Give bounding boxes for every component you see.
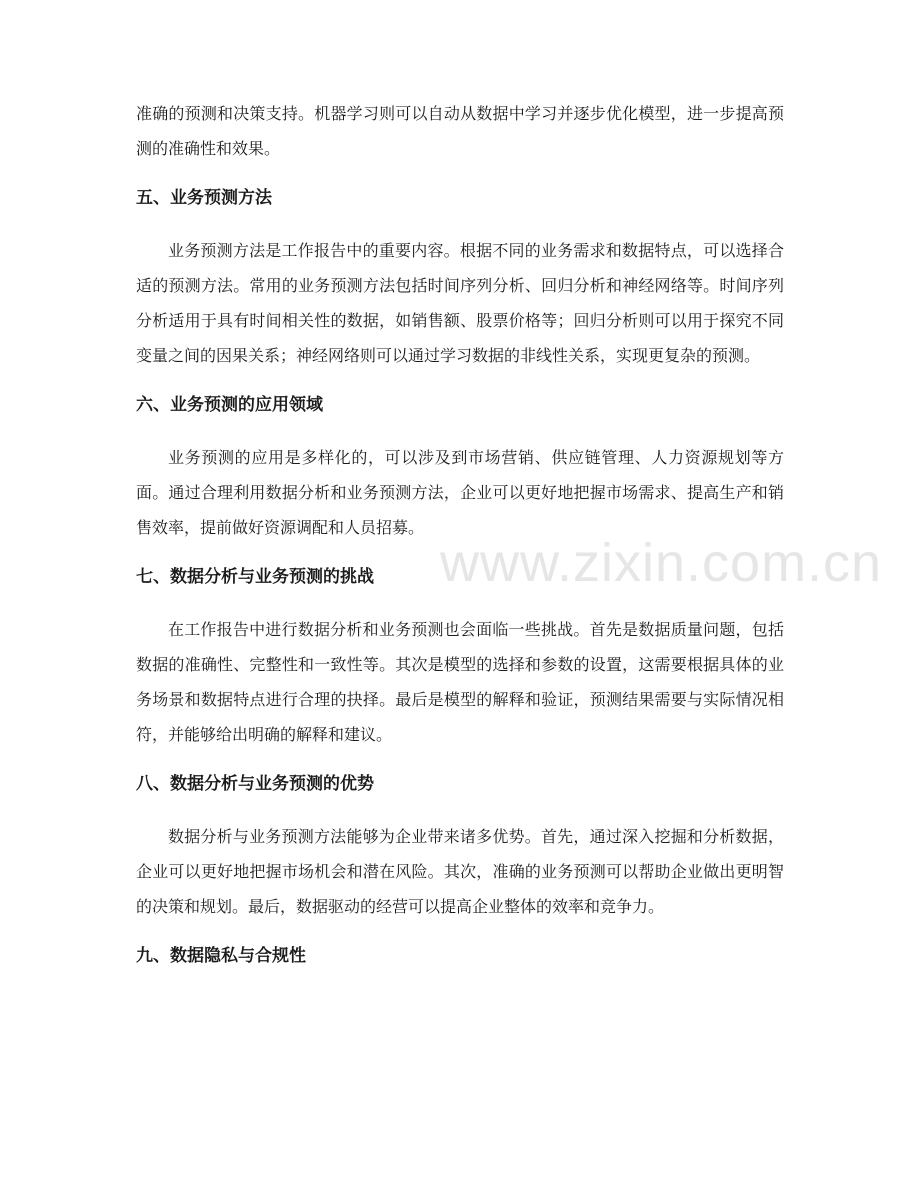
section-heading-9: 九、数据隐私与合规性 [136,946,306,966]
section-heading-8: 八、数据分析与业务预测的优势 [136,774,374,794]
section-heading-5: 五、业务预测方法 [136,188,272,208]
document-body [136,96,784,974]
paragraph-section-8: 数据分析与业务预测方法能够为企业带来诸多优势。首先，通过深入挖掘和分析数据，企业可以更好地把握市场机会和潜在风险。其次，准确的业务预测可以帮助企业做出更明智的决策和规划。最后，数据驱动的经营可以提高企业整体的效率和竞争力。 [136,827,784,916]
paragraph-intro-continuation: 准确的预测和决策支持。机器学习则可以自动从数据中学习并逐步优化模型，进一步提高预测的准确性和效果。 [136,104,784,158]
section-heading-6: 六、业务预测的应用领域 [136,395,323,415]
section-heading-7: 七、数据分析与业务预测的挑战 [136,567,374,587]
paragraph-section-7: 在工作报告中进行数据分析和业务预测也会面临一些挑战。首先是数据质量问题，包括数据的准确性、完整性和一致性等。其次是模型的选择和参数的设置，这需要根据具体的业务场景和数据特点进行合理的抉择。最后是模型的解释和验证，预测结果需要与实际情况相符，并能够给出明确的解释和建议。 [136,620,784,744]
paragraph-section-6: 业务预测的应用是多样化的，可以涉及到市场营销、供应链管理、人力资源规划等方面。通过合理利用数据分析和业务预测方法，企业可以更好地把握市场需求、提高生产和销售效率，提前做好资源调配和人员招募。 [136,448,784,537]
watermark: www.zixin.com.cn [440,533,883,593]
paragraph-section-5: 业务预测方法是工作报告中的重要内容。根据不同的业务需求和数据特点，可以选择合适的预测方法。常用的业务预测方法包括时间序列分析、回归分析和神经网络等。时间序列分析适用于具有时间相关性的数据，如销售额、股票价格等；回归分析则可以用于探究不同变量之间的因果关系；神经网络则可以通过学习数据的非线性关系，实现更复杂的预测。 [136,241,784,365]
